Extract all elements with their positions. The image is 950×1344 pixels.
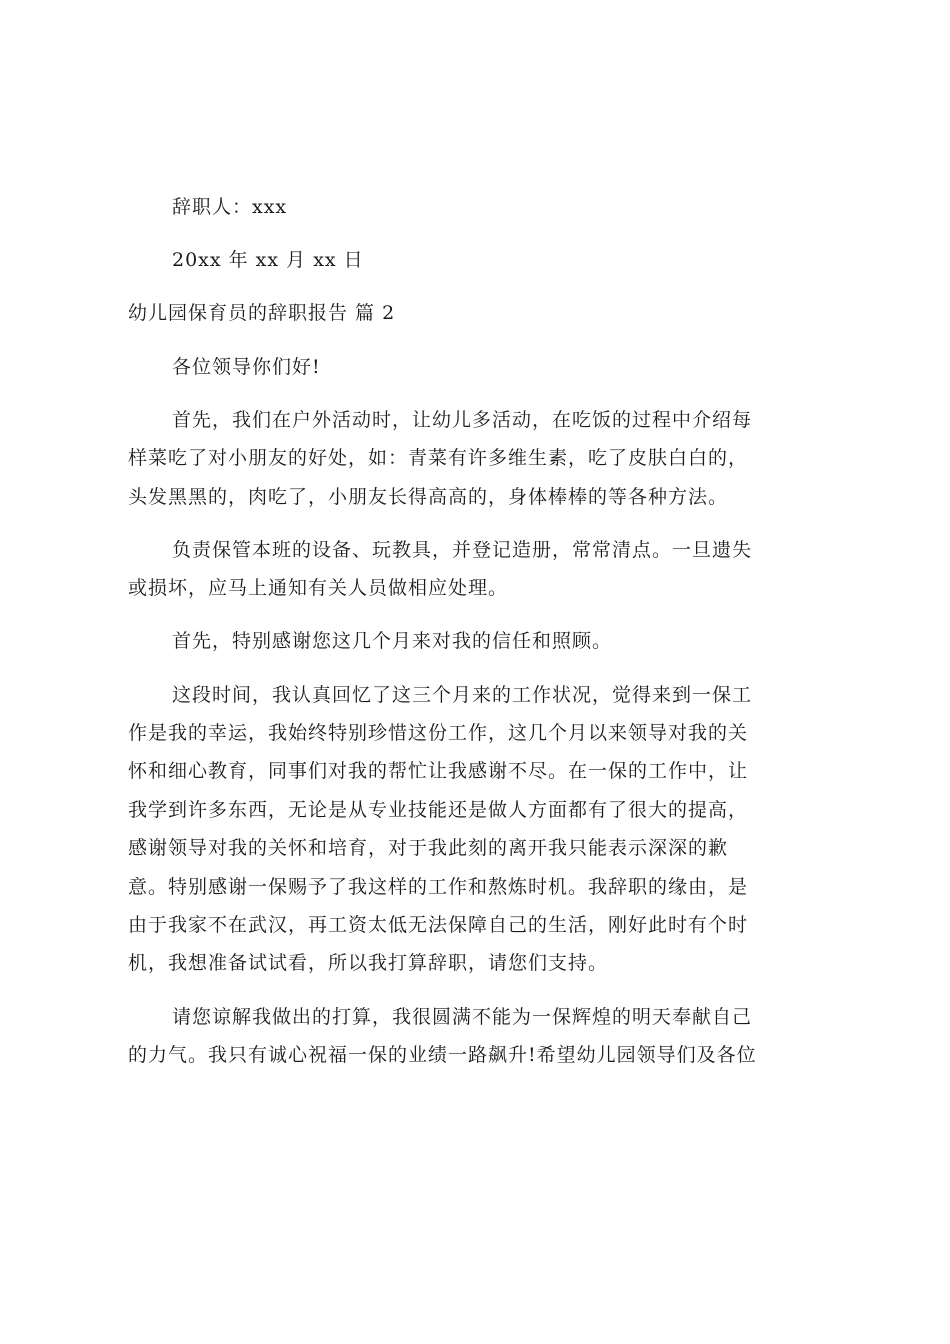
signature-resigner [128, 188, 836, 226]
paragraph-line: 的力气。我只有诚心祝福一保的业绩一路飙升!希望幼儿园领导们及各位 [128, 1044, 757, 1067]
paragraph-line: 意。特别感谢一保赐予了我这样的工作和熬炼时机。我辞职的缘由，是 [128, 875, 749, 898]
paragraph-2 [128, 531, 836, 608]
paragraph-5 [128, 998, 836, 1075]
paragraph-line: 样菜吃了对小朋友的好处，如：青菜有许多维生素，吃了皮肤白白的， [128, 447, 749, 470]
paragraph-line: 我学到许多东西，无论是从专业技能还是做人方面都有了很大的提高， [128, 798, 749, 821]
signature-date [128, 241, 836, 279]
paragraph-line: 怀和细心教育，同事们对我的帮忙让我感谢不尽。在一保的工作中，让 [128, 760, 749, 783]
paragraph-line: 这段时间，我认真回忆了这三个月来的工作状况，觉得来到一保工 [172, 683, 753, 706]
paragraph-line: 作是我的幸运，我始终特别珍惜这份工作，这几个月以来领导对我的关 [128, 722, 749, 745]
paragraph-line: 头发黑黑的，肉吃了，小朋友长得高高的，身体棒棒的等各种方法。 [128, 485, 729, 508]
paragraph-line: 或损坏，应马上通知有关人员做相应处理。 [128, 577, 509, 600]
paragraph-line: 首先，特别感谢您这几个月来对我的信任和照顾。 [172, 630, 613, 653]
paragraph-line: 机，我想准备试试看，所以我打算辞职，请您们支持。 [128, 952, 609, 975]
document-body [128, 188, 836, 1089]
paragraph-3 [128, 622, 836, 660]
signature-resigner-text: 辞职人：xxx [172, 196, 288, 218]
paragraph-line: 首先，我们在户外活动时，让幼儿多活动，在吃饭的过程中介绍每 [172, 408, 753, 431]
greeting-text: 各位领导你们好! [172, 355, 321, 378]
greeting [128, 348, 836, 386]
paragraph-line: 感谢领导对我的关怀和培育，对于我此刻的离开我只能表示深深的歉 [128, 837, 729, 860]
section-title [128, 294, 836, 332]
paragraph-4 [128, 676, 836, 983]
paragraph-line: 请您谅解我做出的打算，我很圆满不能为一保辉煌的明天奉献自己 [172, 1005, 753, 1028]
paragraph-line: 负责保管本班的设备、玩教具，并登记造册，常常清点。一旦遗失 [172, 538, 753, 561]
paragraph-1 [128, 401, 836, 516]
section-title-text: 幼儿园保育员的辞职报告 篇 2 [128, 302, 396, 325]
paragraph-line: 由于我家不在武汉，再工资太低无法保障自己的生活，刚好此时有个时 [128, 914, 749, 937]
signature-date-text: 20xx 年 xx 月 xx 日 [172, 249, 364, 272]
